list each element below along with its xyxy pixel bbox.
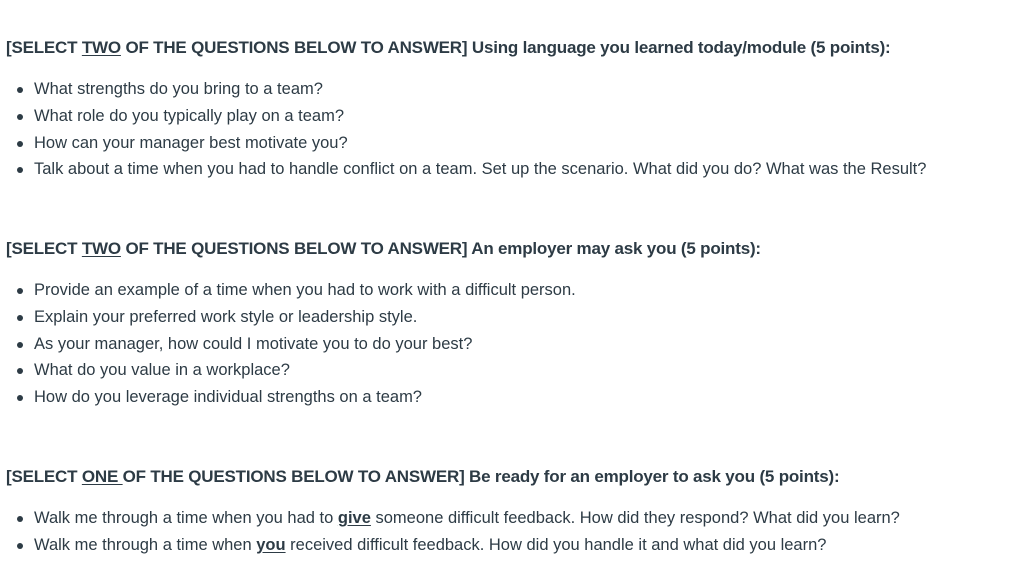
question-item xyxy=(6,505,900,532)
heading-select-count: ONE xyxy=(81,467,123,486)
heading-bracket-open: [SELECT xyxy=(6,467,82,486)
heading-instruction: OF THE QUESTIONS BELOW TO ANSWER] xyxy=(120,239,468,258)
question-text: Walk me through a time when xyxy=(34,535,257,554)
question-item: How do you leverage individual strengths on a team? xyxy=(6,384,576,411)
section-heading xyxy=(6,239,761,259)
question-list xyxy=(6,76,926,183)
heading-prompt: Be ready for an employer to ask you (5 points): xyxy=(464,467,840,486)
heading-bracket-open: [SELECT xyxy=(6,239,82,258)
question-text: Walk me through a time when you had to xyxy=(34,509,338,527)
heading-bracket-open: [SELECT xyxy=(6,38,82,57)
question-emphasis: give xyxy=(337,509,371,527)
question-list xyxy=(6,277,576,411)
question-item xyxy=(6,532,900,559)
question-list xyxy=(6,505,900,559)
question-item: What strengths do you bring to a team? xyxy=(6,76,926,103)
question-item: What role do you typically play on a team? xyxy=(6,103,926,130)
question-item: Explain your preferred work style or leadership style. xyxy=(6,304,576,331)
question-text: someone difficult feedback. How did they respond? What did you learn? xyxy=(370,509,900,527)
heading-select-count: TWO xyxy=(81,239,121,258)
heading-prompt: An employer may ask you (5 points): xyxy=(467,239,761,258)
section-heading xyxy=(6,467,839,487)
question-item: Provide an example of a time when you had to work with a difficult person. xyxy=(6,277,576,304)
question-emphasis: you xyxy=(256,535,286,554)
question-item: How can your manager best motivate you? xyxy=(6,130,926,157)
heading-instruction: OF THE QUESTIONS BELOW TO ANSWER] xyxy=(122,467,465,486)
question-text: received difficult feedback. How did you handle it and what did you learn? xyxy=(285,535,827,554)
heading-instruction: OF THE QUESTIONS BELOW TO ANSWER] xyxy=(120,38,468,57)
question-item: As your manager, how could I motivate you to do your best? xyxy=(6,331,576,358)
question-item: What do you value in a workplace? xyxy=(6,357,576,384)
question-item: Talk about a time when you had to handle conflict on a team. Set up the scenario. What did you do? What was the Result? xyxy=(6,156,926,183)
heading-prompt: Using language you learned today/module (5 points): xyxy=(467,38,891,57)
heading-select-count: TWO xyxy=(81,38,121,57)
section-heading xyxy=(6,38,891,58)
